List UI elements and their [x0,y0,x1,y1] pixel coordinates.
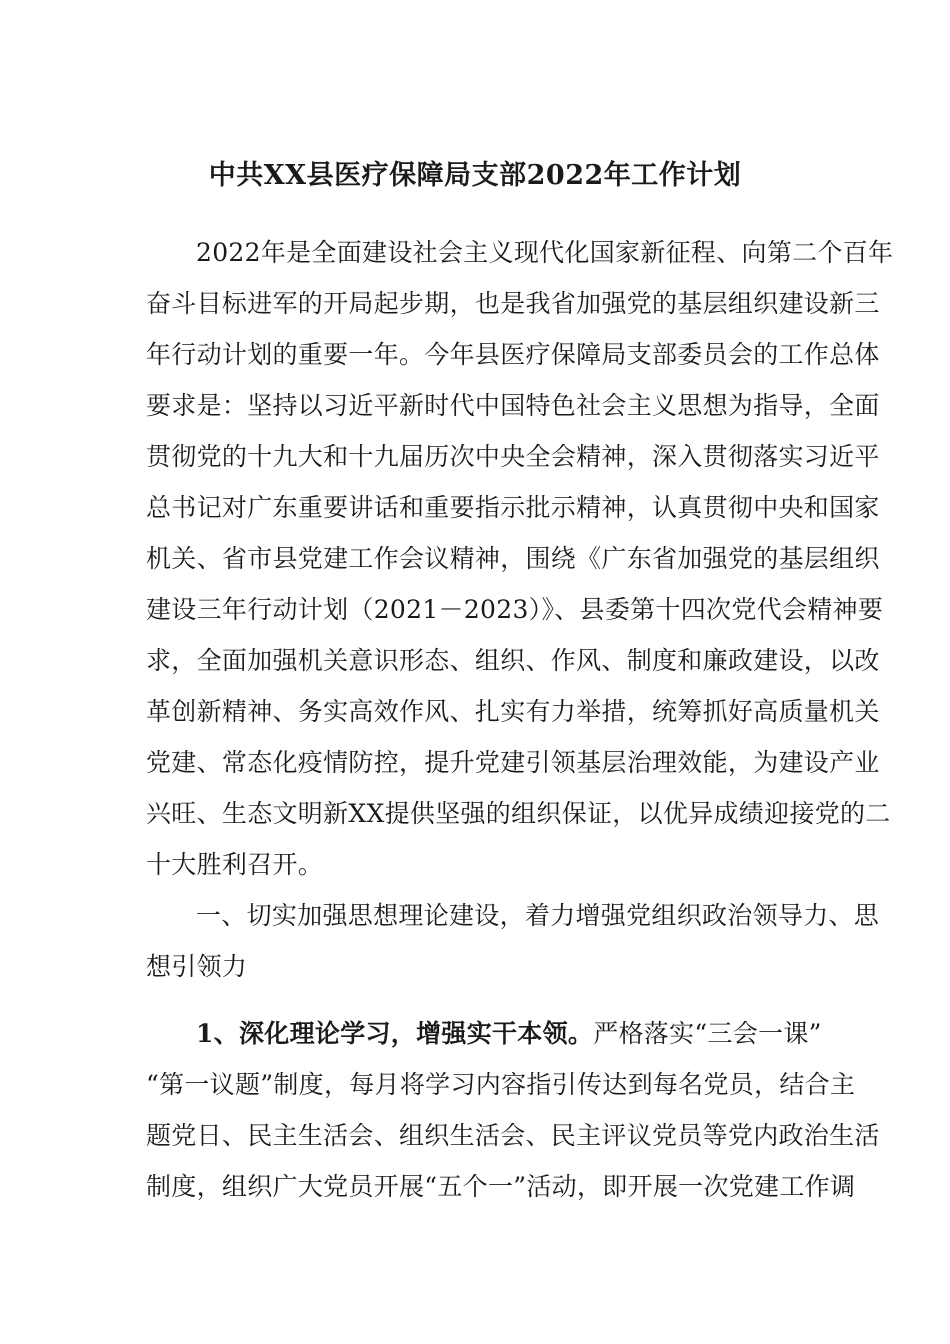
item-first-line [196,1017,822,1051]
intro-line: 机关、省市县党建工作会议精神，围绕《广东省加强党的基层组织 [146,544,880,573]
intro-line: 党建、常态化疫情防控，提升党建引领基层治理效能，为建设产业 [146,748,880,777]
item-line: “第一议题”制度，每月将学习内容指引传达到每名党员，结合主 [146,1070,856,1099]
intro-line: 革创新精神、务实高效作风、扎实有力举措，统筹抓好高质量机关 [146,697,880,726]
intro-line: 年行动计划的重要一年。今年县医疗保障局支部委员会的工作总体 [146,340,880,369]
item-heading: 1、深化理论学习，增强实干本领。 [196,1019,594,1048]
item-line: 制度，组织广大党员开展“五个一”活动，即开展一次党建工作调 [146,1172,856,1201]
intro-line: 贯彻党的十九大和十九届历次中央全会精神，深入贯彻落实习近平 [146,442,880,471]
intro-line: 总书记对广东重要讲话和重要指示批示精神，认真贯彻中央和国家 [146,493,880,522]
document-title: 中共XX县医疗保障局支部2022年工作计划 [208,160,742,191]
intro-line: 兴旺、生态文明新XX提供坚强的组织保证，以优异成绩迎接党的二 [146,799,891,828]
intro-line: 奋斗目标进军的开局起步期，也是我省加强党的基层组织建设新三 [146,289,880,318]
section-heading-line: 一、切实加强思想理论建设，着力增强党组织政治领导力、思 [196,901,880,930]
item-line: 题党日、民主生活会、组织生活会、民主评议党员等党内政治生活 [146,1121,880,1150]
intro-line: 建设三年行动计划（2021－2023）》、县委第十四次党代会精神要 [146,595,884,624]
section-heading-line: 想引领力 [146,952,248,981]
intro-line: 2022年是全面建设社会主义现代化国家新征程、向第二个百年 [196,238,894,267]
intro-line: 求，全面加强机关意识形态、组织、作风、制度和廉政建设，以改 [146,646,880,675]
item-text: 严格落实“三会一课” [593,1019,822,1048]
intro-line: 要求是：坚持以习近平新时代中国特色社会主义思想为指导，全面 [146,391,880,420]
intro-line: 十大胜利召开。 [146,850,324,879]
